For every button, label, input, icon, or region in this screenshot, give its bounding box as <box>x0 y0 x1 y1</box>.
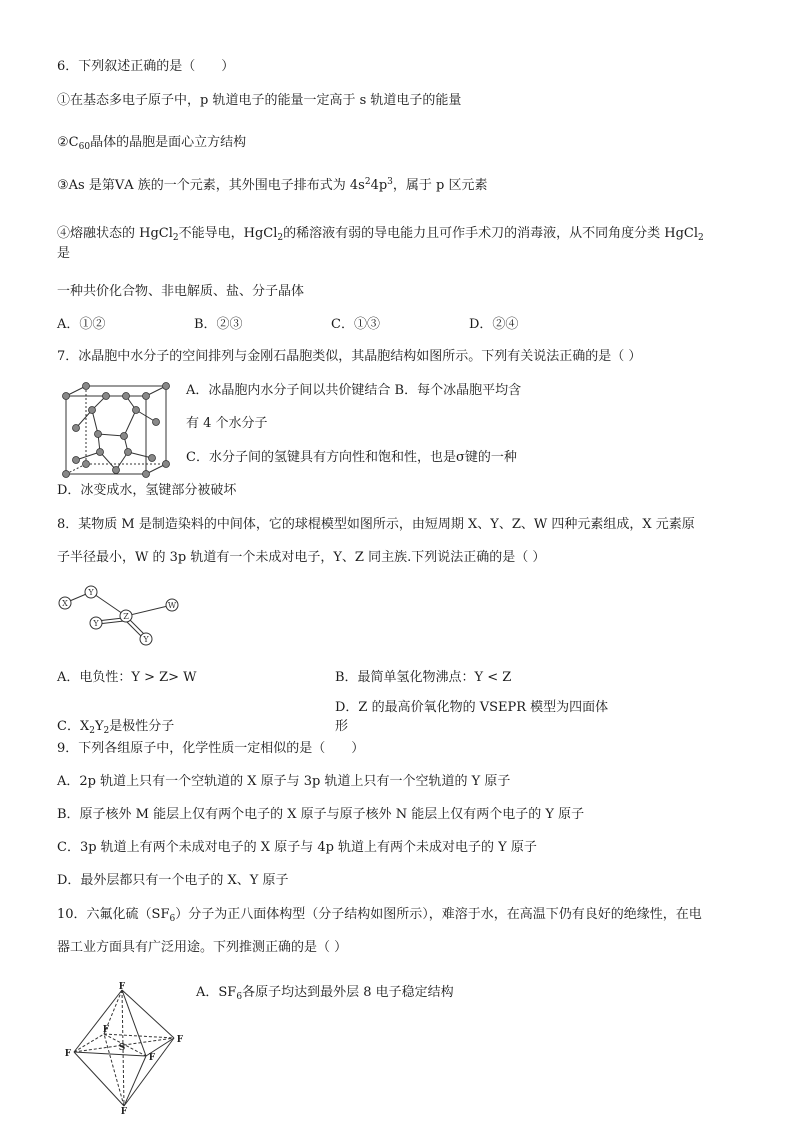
q6-option-a[interactable]: A．①② <box>57 317 106 332</box>
q6-statement-2: $②C_{60}$晶体的晶胞是面心立方结构 <box>57 135 247 152</box>
q6-stem: 6．下列叙述正确的是（ ） <box>57 59 235 74</box>
q9-option-b[interactable]: B．原子核外 M 能层上仅有两个电子的 X 原子与原子核外 N 能层上仅有两个电子的 Y 原子 <box>57 807 585 822</box>
q6-statement-3: ③As 是第ⅤA 族的一个元素，其外围电子排布式为 $4s^24p^3$，属于 p 区元素 <box>57 177 488 193</box>
q8-option-c[interactable]: C．$X_2Y_2$是极性分子 <box>57 719 175 736</box>
ball-stick-model-diagram <box>55 584 185 646</box>
q6-option-c[interactable]: C．①③ <box>331 317 380 332</box>
q7-option-b-cont: 有 4 个水分子 <box>186 416 268 431</box>
q8-option-a[interactable]: A．电负性：Y > Z> W <box>57 670 197 685</box>
q6-statement-1: ①在基态多电子原子中，p 轨道电子的能量一定高于 s 轨道电子的能量 <box>57 93 462 108</box>
q6-statement-4-tail: 是 <box>57 246 71 261</box>
q8-stem-line1: 8．某物质 M 是制造染料的中间体，它的球棍模型如图所示，由短周期 X、Y、Z、W 四种元素组成，X 元素原 <box>57 517 695 532</box>
q9-option-c[interactable]: C．3p 轨道上有两个未成对电子的 X 原子与 4p 轨道上有两个未成对电子的 Y 原子 <box>57 840 537 855</box>
q8-option-b[interactable]: B．最简单氢化物沸点：Y < Z <box>335 670 512 685</box>
q10-stem-line2: 器工业方面具有广泛用途。下列推测正确的是（ ） <box>57 940 348 955</box>
atom-label-z: Z <box>123 612 129 621</box>
q9-option-a[interactable]: A．2p 轨道上只有一个空轨道的 X 原子与 3p 轨道上只有一个空轨道的 Y 原子 <box>57 774 511 789</box>
q6-statement-4-cont: 一种共价化合物、非电解质、盐、分子晶体 <box>57 284 305 299</box>
q6-option-d[interactable]: D．②④ <box>469 317 519 332</box>
f-label-front: F <box>148 1053 156 1063</box>
q7-option-c[interactable]: C．水分子间的氢键具有方向性和饱和性，也是σ键的一种 <box>186 450 517 465</box>
q7-stem: 7．冰晶胞中水分子的空间排列与金刚石晶胞类似，其晶胞结构如图所示。下列有关说法正确的是（ ） <box>57 349 642 364</box>
q7-option-d[interactable]: D．冰变成水，氢键部分被破坏 <box>57 483 237 498</box>
q10-stem-line1: 10．六氟化硫$(SF_6)$分子为正八面体构型（分子结构如图所示），难溶于水，在高温下仍有良好的绝缘性，在电 <box>57 907 702 924</box>
sf6-octahedron-diagram <box>60 980 190 1116</box>
q9-option-d[interactable]: D．最外层都只有一个电子的 X、Y 原子 <box>57 873 289 888</box>
q9-stem: 9．下列各组原子中，化学性质一定相似的是（ ） <box>57 741 365 756</box>
q10-option-a[interactable]: A．$SF_6$各原子均达到最外层 8 电子稳定结构 <box>196 985 454 1002</box>
atom-label-y-bottom: Y <box>143 635 149 644</box>
q8-stem-line2: 子半径最小，W 的 3p 轨道有一个未成对电子，Y、Z 同主族.下列说法正确的是（ ） <box>57 550 546 565</box>
f-label-back: F <box>102 1025 110 1035</box>
f-label-right: F <box>176 1035 184 1045</box>
ice-crystal-cell-diagram <box>56 382 182 482</box>
f-label-bottom: F <box>120 1107 128 1116</box>
q6-option-b[interactable]: B．②③ <box>194 317 243 332</box>
q8-option-d-cont: 形 <box>335 719 349 734</box>
q8-option-d[interactable]: D．Z 的最高价氧化物的 VSEPR 模型为四面体 <box>335 700 609 715</box>
f-label-left: F <box>64 1049 72 1059</box>
atom-label-x: X <box>62 599 68 608</box>
q6-statement-4: ④熔融状态的 HgCl$_2$不能导电，HgCl$_2$的稀溶液有弱的导电能力且可作手术刀的消毒液，从不同角度分类 HgCl$_2$ <box>57 226 704 243</box>
f-label-top: F <box>118 982 126 992</box>
atom-label-y-top: Y <box>88 588 94 597</box>
s-label-center: S <box>118 1043 126 1053</box>
atom-label-w: W <box>167 601 177 610</box>
atom-label-y-left: Y <box>93 619 99 628</box>
q7-option-a-b[interactable]: A．冰晶胞内水分子间以共价键结合 B．每个冰晶胞平均含 <box>186 383 522 398</box>
